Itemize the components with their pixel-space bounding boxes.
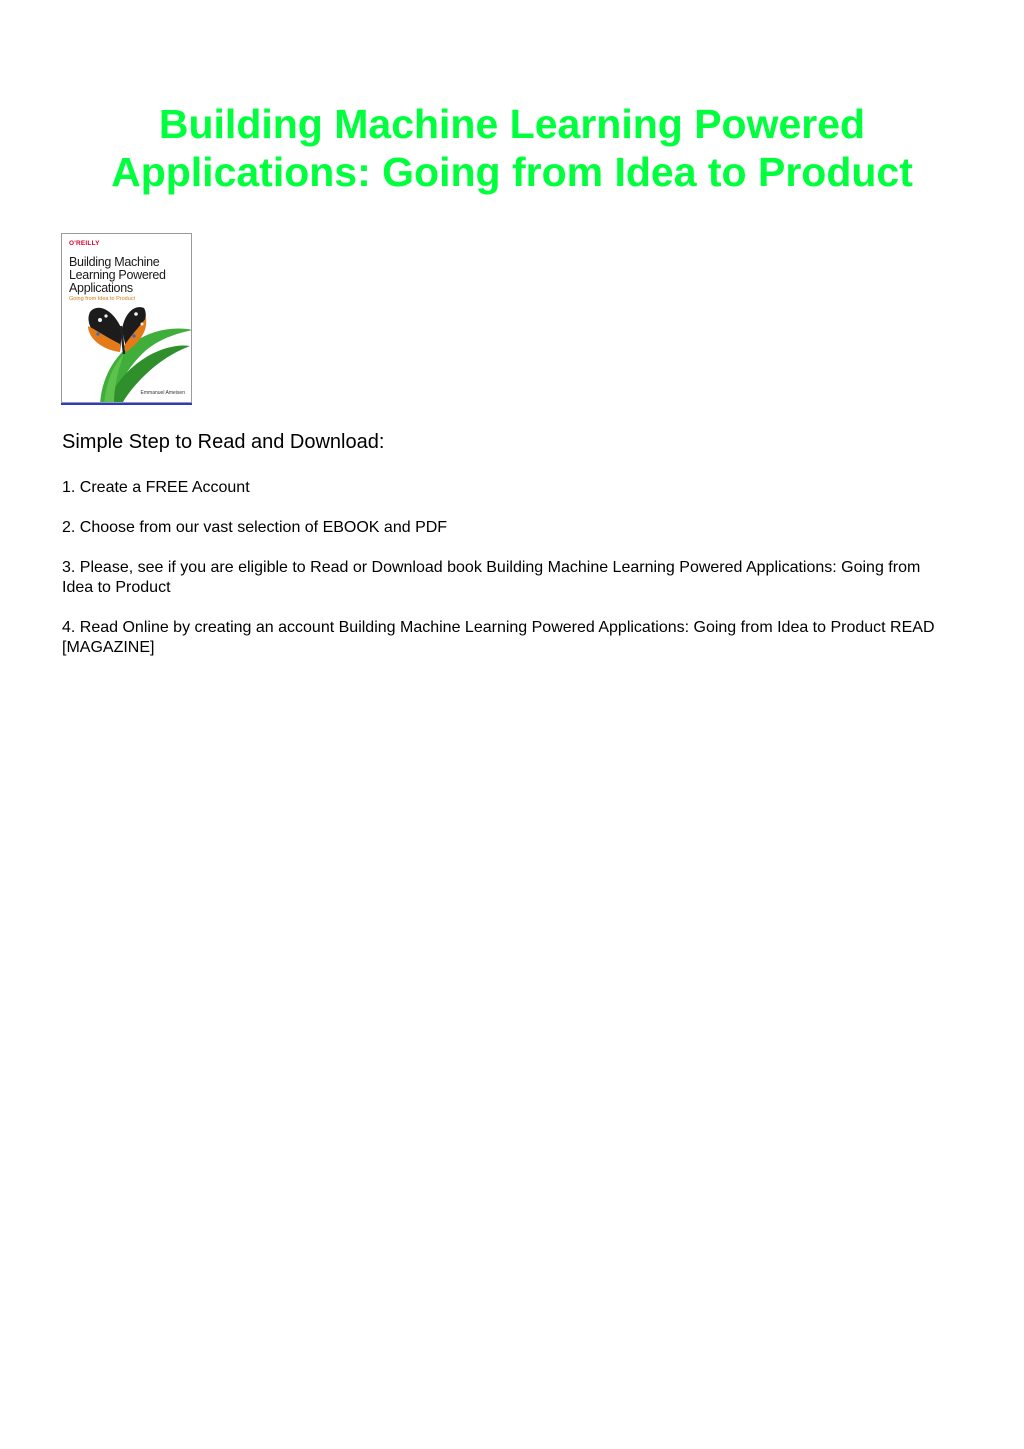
document-title	[0, 100, 1024, 196]
book-cover-link[interactable]	[61, 233, 192, 405]
book-cover-image	[61, 233, 192, 403]
step-item-1: 1. Create a FREE Account	[62, 479, 250, 496]
cover-author: Emmanuel Ameisen	[140, 390, 185, 396]
cover-title-line-3: Applications	[69, 281, 133, 295]
cover-title-line-1: Building Machine	[69, 255, 160, 269]
cover-publisher-logo: O'REILLY	[69, 240, 100, 247]
step-item-3: 3. Please, see if you are eligible to Read or Download book Building Machine Learning Powered Applications: Going from Idea to Product	[62, 559, 921, 596]
instructions-heading: Simple Step to Read and Download:	[62, 431, 385, 453]
cover-title	[69, 256, 189, 295]
cover-subtitle: Going from Idea to Product	[69, 296, 136, 302]
cover-title-line-2: Learning Powered	[69, 268, 166, 282]
steps-list	[62, 478, 952, 678]
step-item-2: 2. Choose from our vast selection of EBOOK and PDF	[62, 519, 448, 536]
document-title-line-1: Building Machine Learning Powered	[158, 101, 866, 147]
document-title-line-2: Applications: Going from Idea to Product	[111, 149, 913, 195]
step-item-4: 4. Read Online by creating an account Building Machine Learning Powered Applications: Going from Idea to Product READ [MAGAZINE]	[62, 619, 935, 656]
